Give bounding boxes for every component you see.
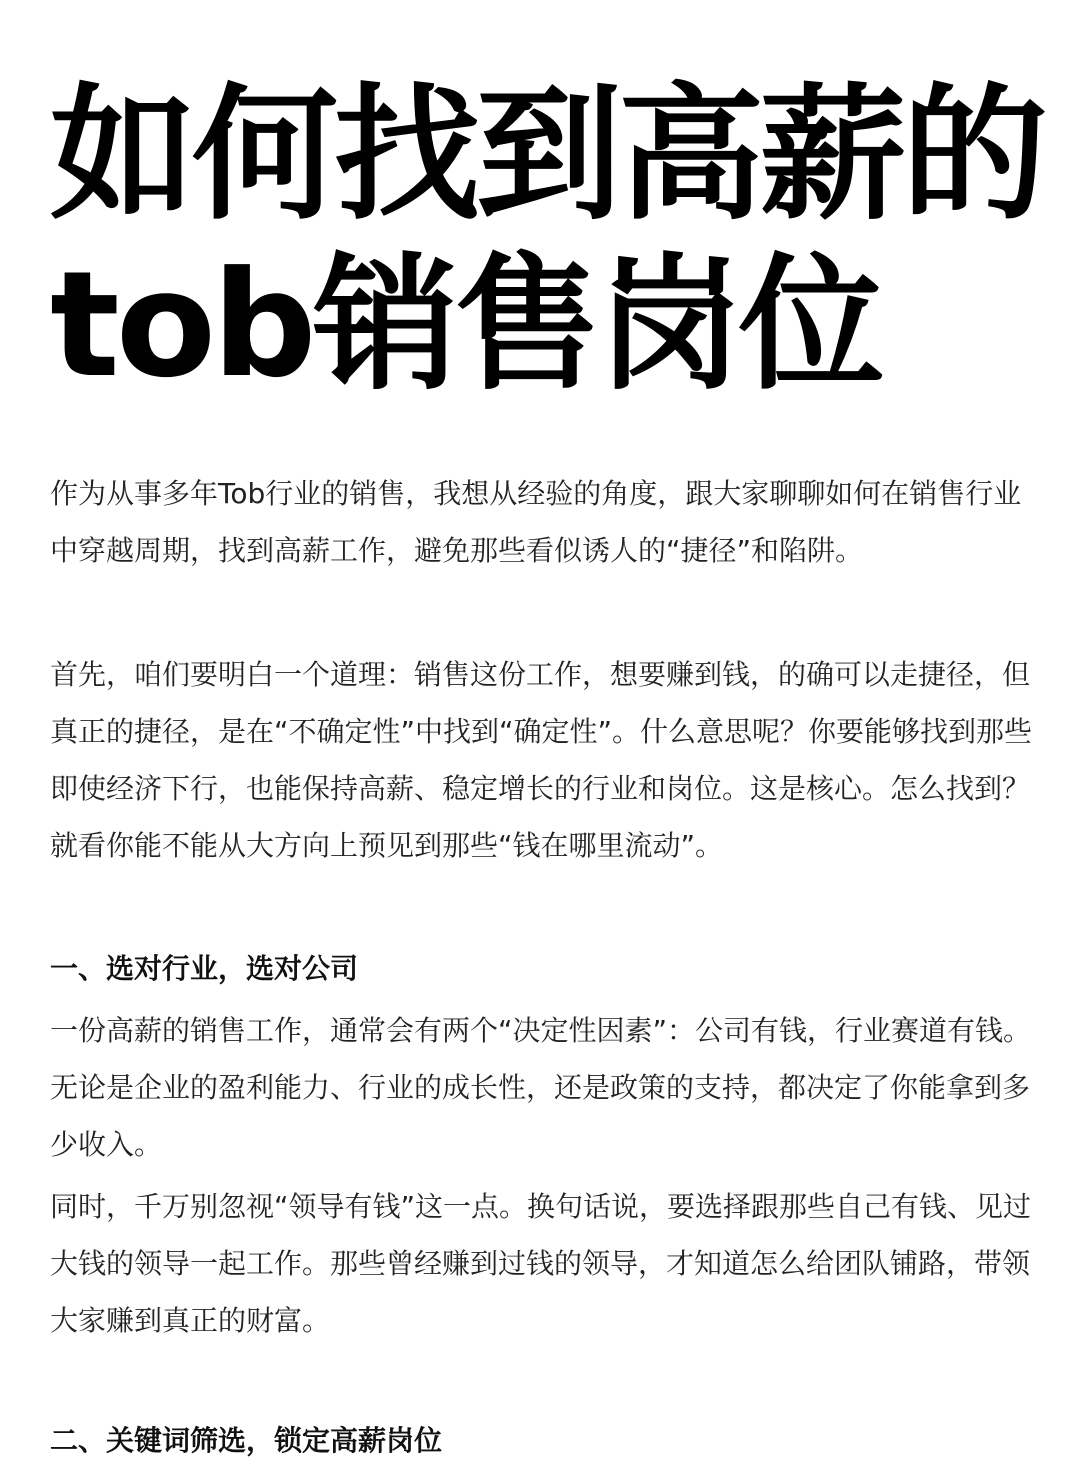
article-title (50, 70, 1044, 410)
intro-paragraph: 作为从事多年Tob行业的销售，我想从经验的角度，跟大家聊聊如何在销售行业中穿越周期，找到高薪工作，避免那些看似诱人的“捷径”和陷阱。 (50, 477, 1022, 567)
section-2-heading: 二、关键词筛选，锁定高薪岗位 (50, 1424, 443, 1457)
article-title-line-2: tob销售岗位 (50, 240, 881, 410)
section-1-heading: 一、选对行业，选对公司 (50, 952, 359, 985)
article-title-line-1: 如何找到高薪的 (50, 70, 1044, 240)
section-1-paragraph-1: 一份高薪的销售工作，通常会有两个“决定性因素”：公司有钱，行业赛道有钱。无论是企业的盈利能力、行业的成长性，还是政策的支持，都决定了你能拿到多少收入。 (50, 1014, 1032, 1161)
section-1-paragraph-2: 同时，千万别忽视“领导有钱”这一点。换句话说，要选择跟那些自己有钱、见过大钱的领导一起工作。那些曾经赚到过钱的领导，才知道怎么给团队铺路，带领大家赚到真正的财富。 (50, 1190, 1032, 1337)
first-point-paragraph: 首先，咱们要明白一个道理：销售这份工作，想要赚到钱，的确可以走捷径，但真正的捷径，是在“不确定性”中找到“确定性”。什么意思呢？你要能够找到那些即使经济下行，也能保持高薪、稳定增长的行业和岗位。这是核心。怎么找到？就看你能不能从大方向上预见到那些“钱在哪里流动”。 (50, 658, 1033, 862)
